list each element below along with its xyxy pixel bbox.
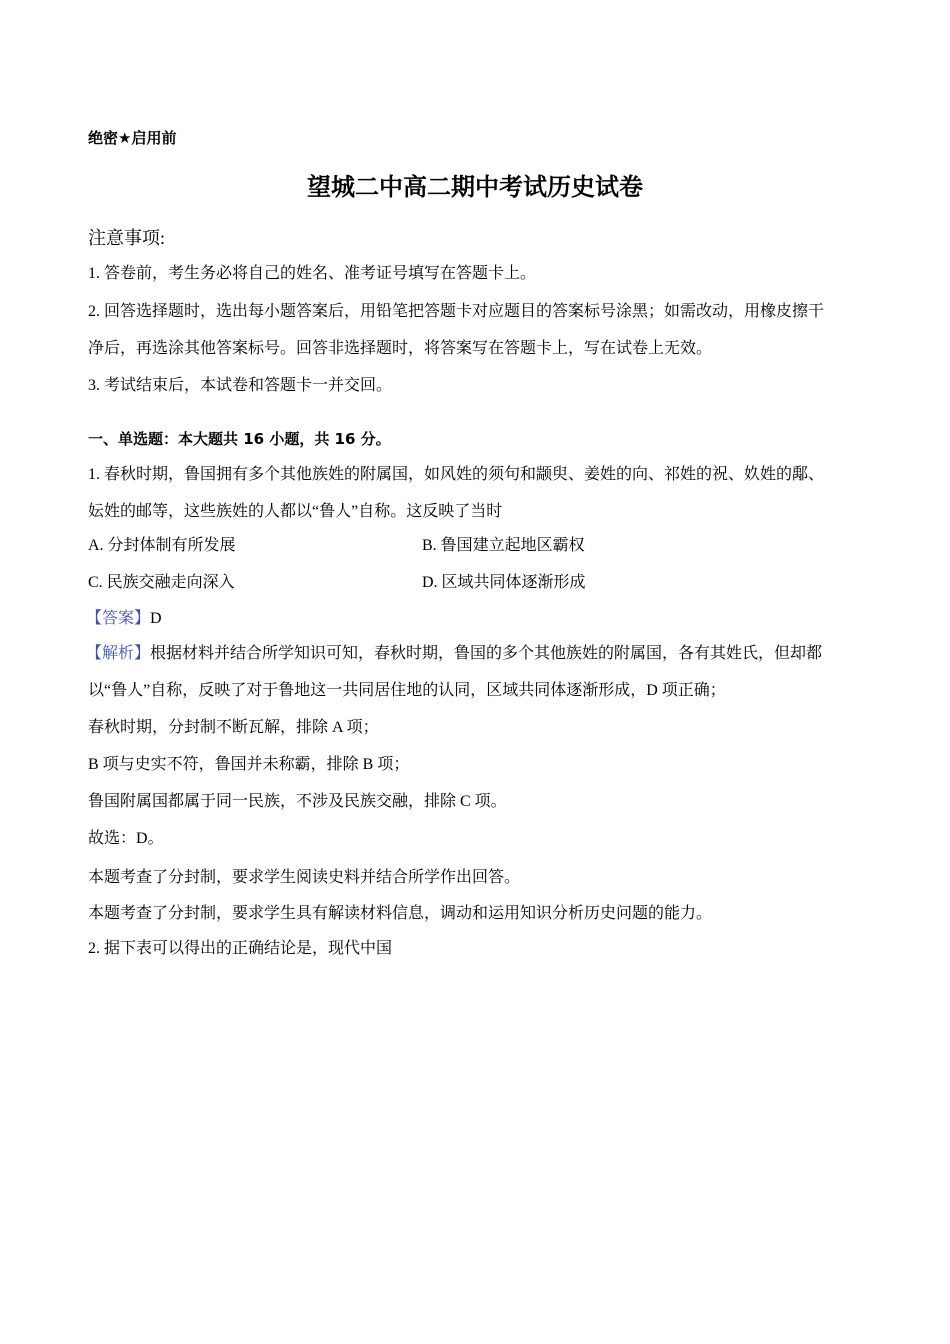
section-heading: 一、单选题：本大题共 16 小题，共 16 分。 bbox=[88, 430, 391, 448]
analysis-text: 根据材料并结合所学知识可知，春秋时期，鲁国的多个其他族姓的附属国，各有其姓氏，但却都 bbox=[150, 645, 823, 662]
question-2-stem: 2. 据下表可以得出的正确结论是，现代中国 bbox=[88, 940, 393, 957]
question-1-option-a: A. 分封体制有所发展 bbox=[88, 537, 236, 554]
answer-value: D bbox=[150, 610, 162, 627]
analysis-line-8: 本题考查了分封制，要求学生具有解读材料信息，调动和运用知识分析历史问题的能力。 bbox=[88, 905, 713, 922]
question-1-analysis bbox=[86, 644, 822, 664]
question-1-stem: 1. 春秋时期，鲁国拥有多个其他族姓的附属国，如风姓的须句和颛臾、姜姓的向、祁姓的祝、奺姓的鄅、 bbox=[88, 466, 825, 483]
notice-heading-colon: : bbox=[160, 228, 166, 248]
analysis-line-7: 本题考查了分封制，要求学生阅读史料并结合所学作出回答。 bbox=[88, 869, 521, 886]
question-1-option-b: B. 鲁国建立起地区霸权 bbox=[422, 537, 585, 554]
notice-item-2-cont: 净后，再选涂其他答案标号。回答非选择题时，将答案写在答题卡上，写在试卷上无效。 bbox=[88, 340, 713, 357]
analysis-line-3: 春秋时期，分封制不断瓦解，排除 A 项； bbox=[88, 719, 379, 736]
analysis-tag: 【解析】 bbox=[86, 645, 151, 662]
analysis-line-6: 故选：D。 bbox=[88, 830, 164, 847]
question-1-answer bbox=[86, 609, 162, 629]
notice-item-2: 2. 回答选择题时，选出每小题答案后，用铅笔把答题卡对应题目的答案标号涂黑；如需改动，用橡皮擦干 bbox=[88, 303, 825, 320]
analysis-line-2: 以“鲁人”自称，反映了对于鲁地这一共同居住地的认同，区域共同体逐渐形成，D 项正确； bbox=[88, 682, 726, 699]
answer-tag: 【答案】 bbox=[86, 610, 151, 627]
analysis-line-4: B 项与史实不符，鲁国并未称霸，排除 B 项； bbox=[88, 756, 410, 773]
question-1-option-d: D. 区域共同体逐渐形成 bbox=[422, 574, 586, 591]
confidential-mark: 绝密★启用前 bbox=[88, 129, 177, 147]
page-title: 望城二中高二期中考试历史试卷 bbox=[307, 173, 643, 201]
notice-item-3: 3. 考试结束后，本试卷和答题卡一并交回。 bbox=[88, 377, 393, 394]
question-1-option-c: C. 民族交融走向深入 bbox=[88, 574, 235, 591]
notice-heading bbox=[88, 227, 165, 250]
analysis-line-5: 鲁国附属国都属于同一民族，不涉及民族交融，排除 C 项。 bbox=[88, 793, 507, 810]
notice-item-1: 1. 答卷前，考生务必将自己的姓名、准考证号填写在答题卡上。 bbox=[88, 265, 537, 282]
question-1-stem-cont: 妘姓的邮等，这些族姓的人都以“鲁人”自称。这反映了当时 bbox=[88, 503, 503, 520]
notice-heading-text: 注意事项 bbox=[88, 228, 160, 249]
